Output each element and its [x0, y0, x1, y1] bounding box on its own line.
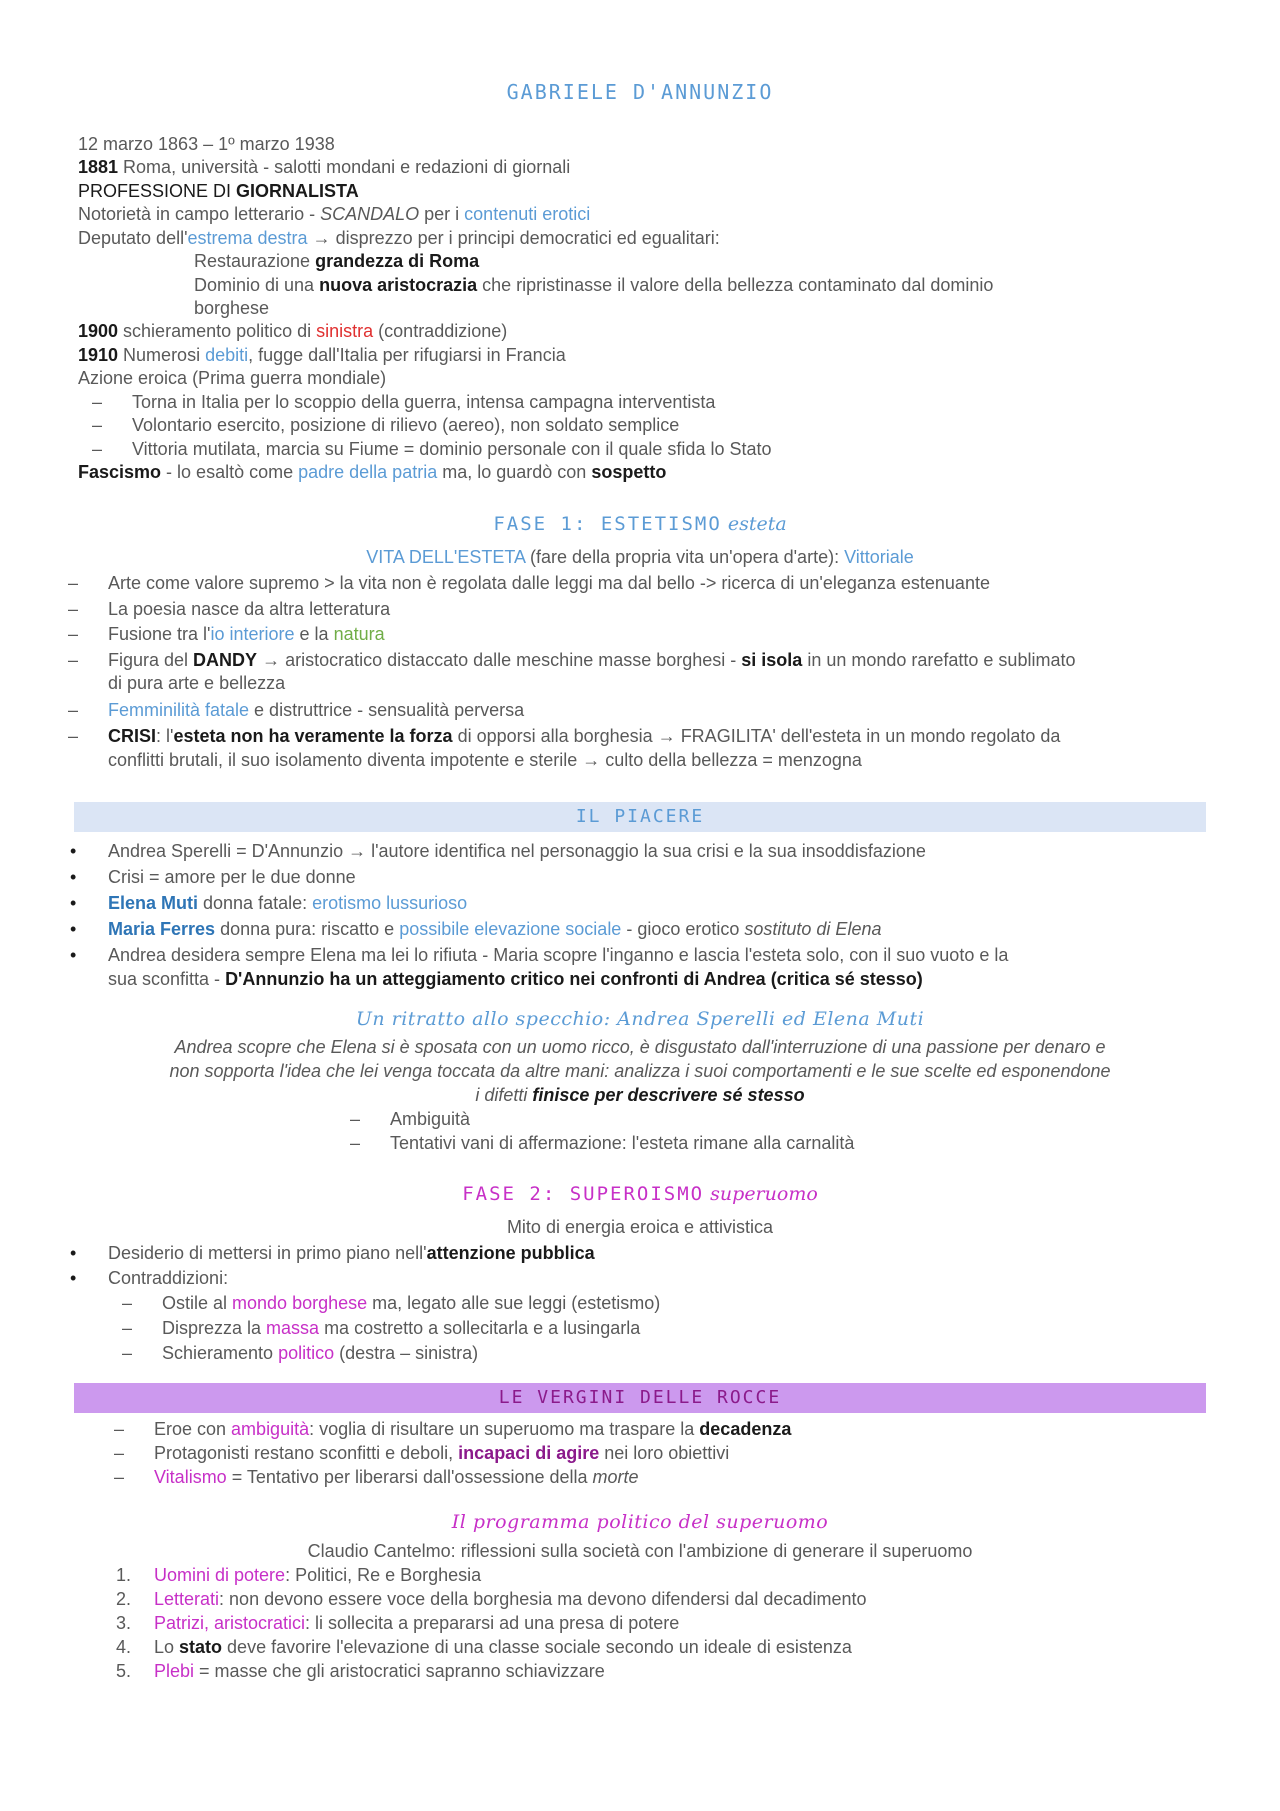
ritratto-text: Andrea scopre che Elena si è sposata con un uomo ricco, è disgustato dall'interruzione di una passione per denaro e: [174, 1037, 1106, 1057]
fase1-item: – Figura del DANDY → aristocratico distaccato dalle meschine masse borghesi - si isola in un mondo rarefatto e sublimato: [108, 649, 1075, 671]
fase2-title: FASE 2: SUPEROISMO superuomo: [462, 1183, 818, 1205]
fase2-subitem: – Schieramento politico (destra – sinistra): [162, 1342, 478, 1364]
vergini-item: – Vitalismo = Tentativo per liberarsi dall'ossessione della morte: [154, 1466, 639, 1488]
azione-item: – Vittoria mutilata, marcia su Fiume = dominio personale con il quale sfida lo Stato: [132, 438, 772, 460]
bio-1881: 1881 Roma, università - salotti mondani e redazioni di giornali: [78, 157, 571, 177]
programma-title: Il programma politico del superuomo: [451, 1511, 829, 1533]
bio-restaurazione: Restaurazione grandezza di Roma: [194, 251, 480, 271]
programma-item: Lo stato deve favorire l'elevazione di una classe sociale secondo un ideale di esistenza: [154, 1637, 852, 1657]
fase1-item-cont: conflitti brutali, il suo isolamento diventa impotente e sterile → culto della bellezza = menzogna: [108, 750, 862, 770]
fase2-subtitle: Mito di energia eroica e attivistica: [506, 1217, 774, 1237]
fase2-item: • Desiderio di mettersi in primo piano nell'attenzione pubblica: [108, 1242, 595, 1264]
fase1-item: – Arte come valore supremo > la vita non è regolata dalle leggi ma dal bello -> ricerca di un'eleganza estenuante: [108, 572, 990, 594]
piacere-item: • Crisi = amore per le due donne: [108, 866, 356, 888]
fase1-item: – Femminilità fatale e distruttrice - sensualità perversa: [108, 699, 524, 721]
ritratto-title: Un ritratto allo specchio: Andrea Sperelli ed Elena Muti: [355, 1008, 925, 1030]
fase1-title: FASE 1: ESTETISMO esteta: [493, 513, 787, 535]
ritratto-text: i difetti finisce per descrivere sé stesso: [475, 1085, 805, 1105]
bio-dominio-cont: borghese: [194, 298, 270, 318]
bio-azione: Azione eroica (Prima guerra mondiale): [78, 368, 387, 388]
piacere-item: • Maria Ferres donna pura: riscatto e possibile elevazione sociale - gioco erotico sostituto di Elena: [108, 918, 881, 940]
azione-item: – Volontario esercito, posizione di rilievo (aereo), non soldato semplice: [132, 414, 679, 436]
bio-dominio: Dominio di una nuova aristocrazia che ripristinasse il valore della bellezza contaminato dal dominio: [194, 275, 994, 295]
ritratto-item: – Tentativi vani di affermazione: l'esteta rimane alla carnalità: [390, 1132, 854, 1154]
programma-item: Plebi = masse che gli aristocratici sapranno schiavizzare: [154, 1661, 605, 1681]
vergini-item: – Protagonisti restano sconfitti e deboli, incapaci di agire nei loro obiettivi: [154, 1442, 729, 1464]
bio-1900: 1900 schieramento politico di sinistra (contraddizione): [78, 321, 508, 341]
fase2-subitem: – Disprezza la massa ma costretto a sollecitarla e a lusingarla: [162, 1317, 640, 1339]
piacere-item-cont: sua sconfitta - D'Annunzio ha un atteggiamento critico nei confronti di Andrea (critica sé stesso): [108, 969, 923, 989]
piacere-item: • Andrea Sperelli = D'Annunzio → l'autore identifica nel personaggio la sua crisi e la sua insoddisfazione: [108, 840, 926, 862]
ritratto-text: non sopporta l'idea che lei venga toccata da altre mani: analizza i suoi comportamenti e le sue scelte ed esponendone: [169, 1061, 1111, 1081]
programma-item: Patrizi, aristocratici: li sollecita a prepararsi ad una presa di potere: [154, 1613, 680, 1633]
list-number: 4.: [116, 1637, 132, 1657]
fase2-subitem: – Ostile al mondo borghese ma, legato alle sue leggi (estetismo): [162, 1292, 660, 1314]
bio-1910: 1910 Numerosi debiti, fugge dall'Italia per rifugiarsi in Francia: [78, 345, 566, 365]
ritratto-item: – Ambiguità: [390, 1108, 470, 1130]
section-banner-il-piacere: IL PIACERE: [74, 802, 1206, 832]
programma-subtitle: Claudio Cantelmo: riflessioni sulla società con l'ambizione di generare il superuomo: [307, 1541, 973, 1561]
azione-item: – Torna in Italia per lo scoppio della guerra, intensa campagna interventista: [132, 391, 715, 413]
list-number: 1.: [116, 1565, 132, 1585]
list-number: 5.: [116, 1661, 132, 1681]
vergini-item: – Eroe con ambiguità: voglia di risultare un superuomo ma traspare la decadenza: [154, 1418, 791, 1440]
fase1-item: – Fusione tra l'io interiore e la natura: [108, 623, 385, 645]
list-number: 3.: [116, 1613, 132, 1633]
bio-notorieta: Notorietà in campo letterario - SCANDALO per i contenuti erotici: [78, 204, 591, 224]
page-title: GABRIELE D'ANNUNZIO: [506, 80, 774, 104]
fase1-item-cont: di pura arte e bellezza: [108, 673, 286, 693]
bio-fascismo: Fascismo - lo esaltò come padre della patria ma, lo guardò con sospetto: [78, 462, 667, 482]
bio-dates: 12 marzo 1863 – 1º marzo 1938: [78, 134, 335, 154]
fase1-item: – CRISI: l'esteta non ha veramente la forza di opporsi alla borghesia → FRAGILITA' dell'esteta in un mondo regolato da: [108, 725, 1060, 747]
programma-item: Uomini di potere: Politici, Re e Borghesia: [154, 1565, 482, 1585]
piacere-item: • Elena Muti donna fatale: erotismo lussurioso: [108, 892, 467, 914]
fase2-item: • Contraddizioni:: [108, 1267, 228, 1289]
programma-item: Letterati: non devono essere voce della borghesia ma devono difendersi dal decadimento: [154, 1589, 867, 1609]
section-banner-vergini: LE VERGINI DELLE ROCCE: [74, 1383, 1206, 1413]
bio-profession: PROFESSIONE DI GIORNALISTA: [78, 181, 359, 201]
piacere-item: • Andrea desidera sempre Elena ma lei lo rifiuta - Maria scopre l'inganno e lascia l'esteta solo, con il suo vuoto e la: [108, 944, 1008, 966]
fase1-subtitle: VITA DELL'ESTETA (fare della propria vita un'opera d'arte): Vittoriale: [366, 547, 914, 567]
bio-deputato: Deputato dell'estrema destra → disprezzo per i principi democratici ed egualitari:: [78, 228, 720, 248]
fase1-item: – La poesia nasce da altra letteratura: [108, 598, 390, 620]
list-number: 2.: [116, 1589, 132, 1609]
